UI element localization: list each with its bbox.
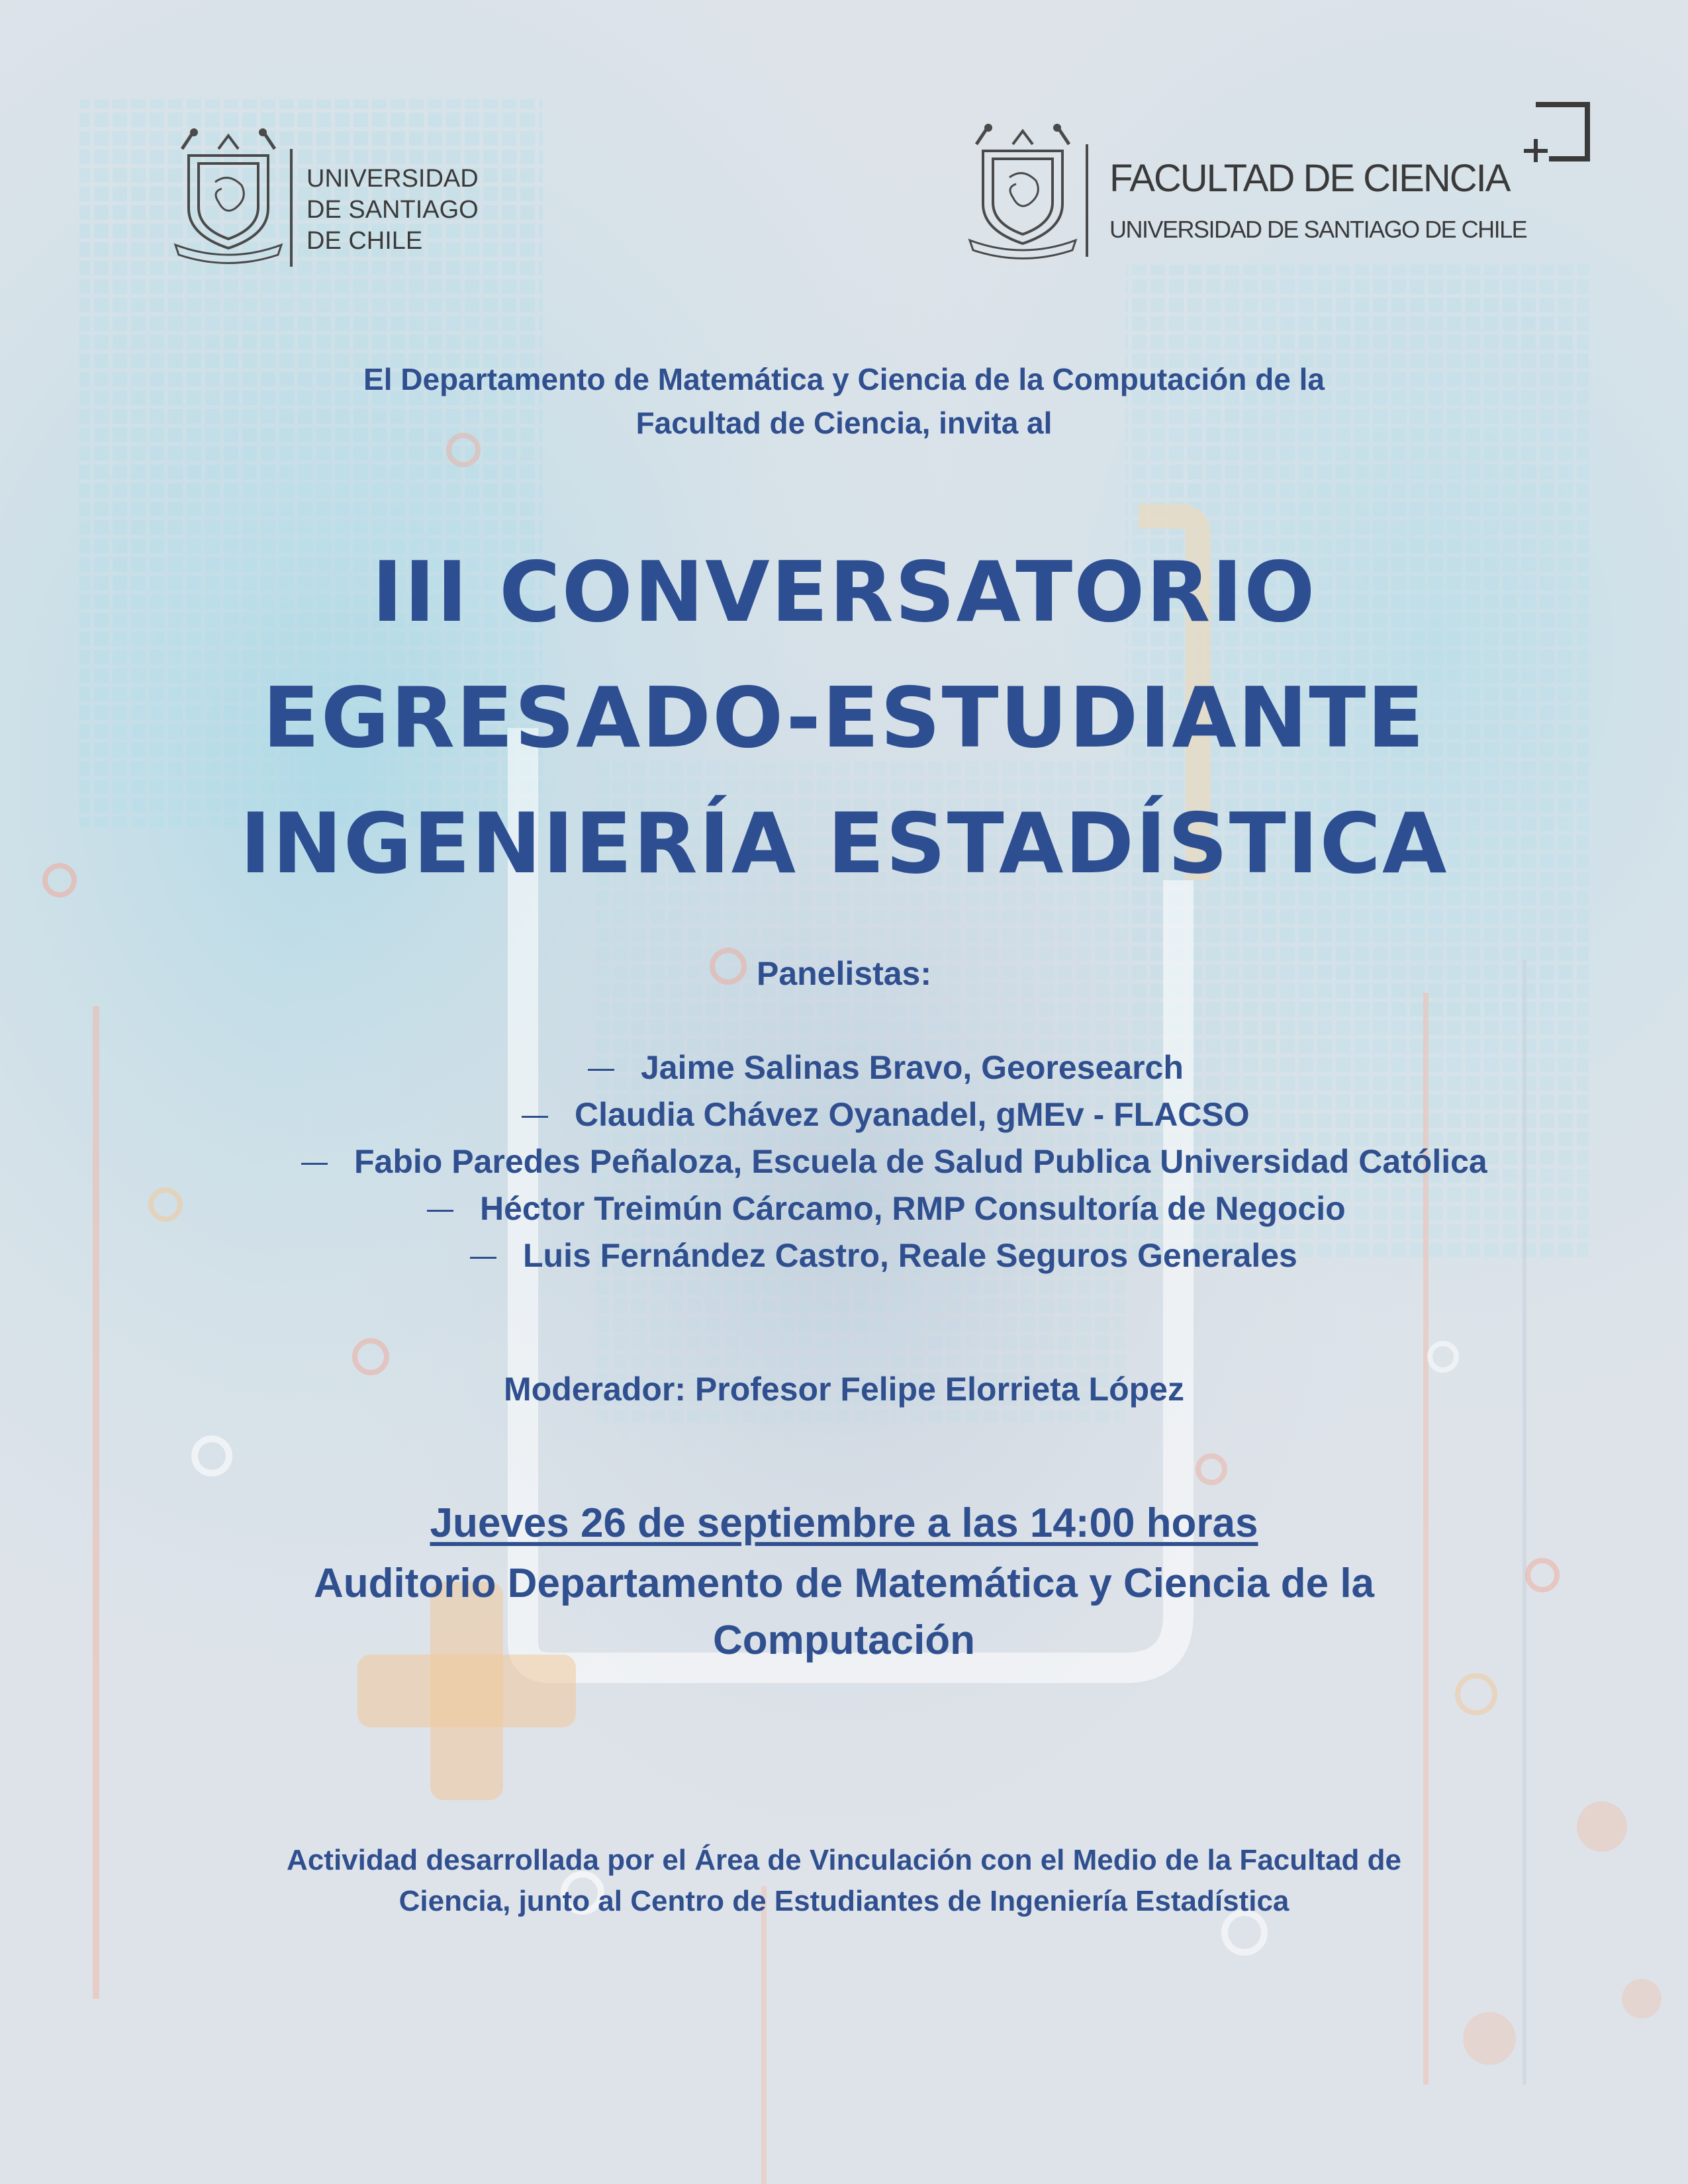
panelist-name: Luis Fernández Castro, Reale Seguros Generales	[523, 1237, 1297, 1274]
facultad-title: FACULTAD DE CIENCIA	[1109, 157, 1510, 200]
panel-heading: Panelistas:	[756, 955, 931, 992]
panelist-name: Claudia Chávez Oyanadel, gMEv - FLACSO	[575, 1096, 1250, 1133]
dash-icon	[470, 1257, 496, 1259]
event-venue	[0, 1555, 1688, 1669]
usach-line-2: DE SANTIAGO	[306, 196, 479, 224]
title-line-1: III CONVERSATORIO	[371, 543, 1317, 641]
event-title	[0, 543, 1688, 893]
event-date: Jueves 26 de septiembre a las 14:00 horas	[430, 1500, 1258, 1546]
dash-icon	[588, 1069, 614, 1071]
panelist-name: Jaime Salinas Bravo, Georesearch	[641, 1049, 1184, 1086]
footer-line-1: Actividad desarrollada por el Área de Vinculación con el Medio de la Facultad de	[287, 1844, 1401, 1876]
footer-line-2: Ciencia, junto al Centro de Estudiantes de Ingeniería Estadística	[399, 1885, 1289, 1917]
usach-line-3: DE CHILE	[306, 227, 423, 255]
panelist-item	[470, 1236, 1297, 1275]
footer-note	[0, 1840, 1688, 1922]
logo-divider	[290, 149, 293, 267]
title-line-2: EGRESADO-ESTUDIANTE	[262, 669, 1426, 766]
logo-divider	[1086, 144, 1088, 257]
panelist-item	[588, 1048, 1184, 1087]
moderator: Moderador: Profesor Felipe Elorrieta López	[504, 1371, 1184, 1408]
facultad-subtitle: UNIVERSIDAD DE SANTIAGO DE CHILE	[1109, 216, 1527, 243]
dash-icon	[522, 1116, 548, 1118]
intro-line-1: El Departamento de Matemática y Ciencia de la Computación de la	[363, 362, 1325, 396]
university-crest-icon	[963, 118, 1082, 260]
panelist-item	[301, 1142, 1487, 1181]
venue-line-1: Auditorio Departamento de Matemática y Ciencia de la	[313, 1561, 1375, 1606]
venue-line-2: Computación	[712, 1617, 976, 1663]
panelist-item	[522, 1095, 1250, 1134]
intro-line-2: Facultad de Ciencia, invita al	[635, 406, 1053, 440]
panelist-item	[427, 1189, 1346, 1228]
title-line-3: INGENIERÍA ESTADÍSTICA	[240, 795, 1448, 892]
panelist-name: Fabio Paredes Peñaloza, Escuela de Salud Publica Universidad Católica	[354, 1143, 1487, 1180]
usach-line-1: UNIVERSIDAD	[306, 165, 479, 193]
panelist-name: Héctor Treimún Cárcamo, RMP Consultoría de Negocio	[480, 1190, 1346, 1227]
intro	[0, 357, 1688, 445]
bracket-plus-icon	[1523, 99, 1595, 172]
dash-icon	[301, 1163, 328, 1165]
university-crest-icon	[169, 122, 288, 265]
dash-icon	[427, 1210, 453, 1212]
